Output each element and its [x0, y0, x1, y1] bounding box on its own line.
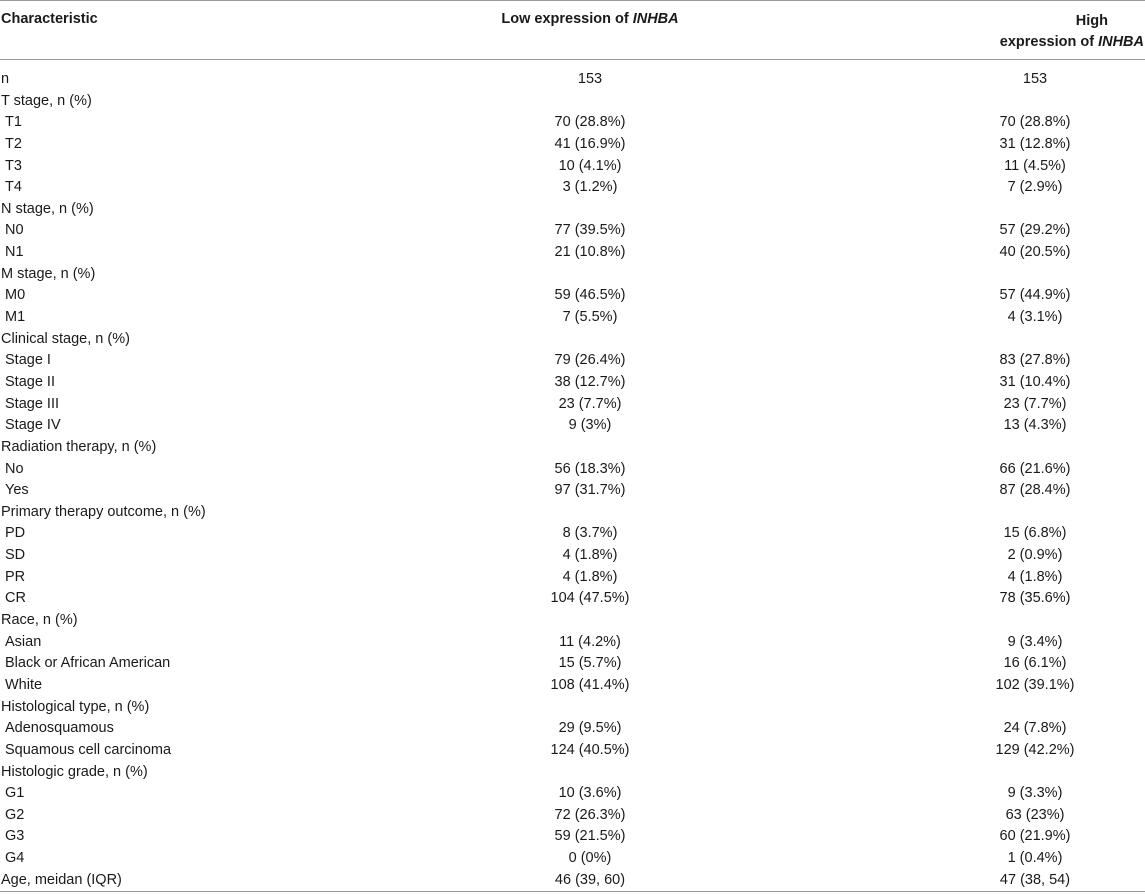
- row-label: T4: [5, 179, 22, 196]
- row-label: Stage I: [5, 352, 51, 369]
- row-label: G4: [5, 850, 25, 867]
- table-row: [0, 545, 1145, 567]
- row-label: N stage, n (%): [1, 200, 94, 217]
- table-row: [0, 372, 1145, 394]
- row-label: SD: [5, 547, 26, 564]
- row-high-value: 1 (0.4%): [1007, 850, 1063, 867]
- row-low-value: 77 (39.5%): [554, 222, 626, 239]
- table-row: [0, 394, 1145, 416]
- table-body: [0, 60, 1145, 891]
- header-high-line1: High: [1075, 13, 1108, 29]
- row-low-value: 23 (7.7%): [558, 395, 622, 412]
- row-label: Yes: [5, 482, 29, 499]
- row-label: Stage II: [5, 373, 55, 390]
- row-high-value: 87 (28.4%): [999, 482, 1071, 499]
- row-high-value: 102 (39.1%): [995, 676, 1075, 693]
- table-row: [0, 740, 1145, 762]
- row-label: M0: [5, 287, 26, 304]
- table-row: [0, 567, 1145, 589]
- table-row: [0, 783, 1145, 805]
- row-high-value: 24 (7.8%): [1003, 720, 1067, 737]
- row-low-value: 79 (26.4%): [554, 352, 626, 369]
- row-high-value: 66 (21.6%): [999, 460, 1071, 477]
- row-low-value: 0 (0%): [568, 850, 612, 867]
- row-label: CR: [5, 590, 26, 607]
- row-label: n: [1, 71, 10, 87]
- row-label: Stage III: [5, 395, 60, 412]
- row-label: G3: [5, 828, 25, 845]
- row-high-value: 83 (27.8%): [999, 352, 1071, 369]
- row-high-value: 7 (2.9%): [1007, 179, 1063, 196]
- table-row: [0, 459, 1145, 481]
- row-low-value: 7 (5.5%): [562, 309, 618, 326]
- row-label: Histologic grade, n (%): [1, 763, 148, 780]
- row-high-value: 11 (4.5%): [1004, 157, 1066, 174]
- table-row: [0, 523, 1145, 545]
- header-high-gene: INHBA: [1098, 34, 1144, 50]
- row-high-value: 70 (28.8%): [999, 114, 1071, 131]
- row-low-value: 29 (9.5%): [558, 720, 622, 737]
- table-row: [0, 350, 1145, 372]
- bottom-rule: [0, 891, 1145, 892]
- table-row: [0, 653, 1145, 675]
- row-low-value: 153: [577, 71, 603, 87]
- row-high-value: 31 (10.4%): [999, 373, 1071, 390]
- table-row: [0, 826, 1145, 848]
- row-label: No: [5, 460, 24, 477]
- header-low-prefix: Low expression of: [501, 11, 633, 27]
- row-low-value: 11 (4.2%): [559, 633, 621, 650]
- row-label: Age, meidan (IQR): [1, 871, 122, 888]
- table-row: [0, 762, 1145, 784]
- table-row: [0, 632, 1145, 654]
- row-high-value: 40 (20.5%): [999, 244, 1071, 261]
- row-high-value: 16 (6.1%): [1003, 655, 1067, 672]
- row-low-value: 21 (10.8%): [554, 244, 626, 261]
- row-low-value: 108 (41.4%): [550, 676, 630, 693]
- row-low-value: 9 (3%): [568, 417, 612, 434]
- table-row: [0, 870, 1145, 892]
- table-row: [0, 134, 1145, 156]
- row-label: G2: [5, 806, 25, 823]
- row-label: T3: [5, 157, 22, 174]
- row-low-value: 104 (47.5%): [550, 590, 630, 607]
- row-label: Histological type, n (%): [1, 698, 150, 715]
- row-low-value: 10 (3.6%): [558, 785, 622, 802]
- row-label: Stage IV: [5, 417, 61, 434]
- row-label: Radiation therapy, n (%): [1, 438, 157, 455]
- row-label: G1: [5, 785, 25, 802]
- table-row: [0, 156, 1145, 178]
- row-label: PD: [5, 525, 26, 542]
- row-low-value: 3 (1.2%): [562, 179, 618, 196]
- table-row: [0, 848, 1145, 870]
- header-high-expression: [1000, 11, 1144, 53]
- header-high-prefix: expression of: [999, 34, 1099, 50]
- row-high-value: 9 (3.3%): [1007, 785, 1063, 802]
- row-label: T1: [5, 114, 22, 131]
- row-low-value: 124 (40.5%): [550, 741, 630, 758]
- table-row: [0, 588, 1145, 610]
- row-label: Race, n (%): [1, 612, 78, 629]
- row-low-value: 4 (1.8%): [562, 547, 618, 564]
- row-label: Squamous cell carcinoma: [5, 741, 172, 758]
- table-row: [0, 718, 1145, 740]
- header-low-expression: [455, 11, 725, 27]
- table-header: [0, 0, 1145, 60]
- row-high-value: 57 (44.9%): [999, 287, 1071, 304]
- row-low-value: 4 (1.8%): [562, 568, 618, 585]
- row-low-value: 38 (12.7%): [554, 373, 626, 390]
- row-high-value: 4 (1.8%): [1007, 568, 1063, 585]
- table-row: [0, 437, 1145, 459]
- row-high-value: 4 (3.1%): [1007, 309, 1063, 326]
- row-label: N0: [5, 222, 24, 239]
- row-label: T2: [5, 135, 22, 152]
- table-row: [0, 329, 1145, 351]
- row-high-value: 63 (23%): [1005, 806, 1065, 823]
- row-label: White: [5, 676, 43, 693]
- row-high-value: 153: [1022, 71, 1048, 87]
- row-high-value: 31 (12.8%): [999, 135, 1071, 152]
- row-high-value: 15 (6.8%): [1003, 525, 1067, 542]
- row-high-value: 9 (3.4%): [1007, 633, 1063, 650]
- row-low-value: 15 (5.7%): [558, 655, 622, 672]
- header-low-gene: INHBA: [632, 11, 679, 27]
- row-label: M stage, n (%): [1, 265, 96, 282]
- table-row: [0, 697, 1145, 719]
- row-low-value: 70 (28.8%): [554, 114, 626, 131]
- table-row: [0, 480, 1145, 502]
- header-high-line2: [1000, 32, 1144, 53]
- row-high-value: 2 (0.9%): [1007, 547, 1063, 564]
- table-row: [0, 307, 1145, 329]
- row-label: Adenosquamous: [5, 720, 114, 737]
- table-row: [0, 805, 1145, 827]
- row-label: PR: [5, 568, 26, 585]
- row-high-value: 129 (42.2%): [995, 741, 1075, 758]
- row-low-value: 46 (39, 60): [554, 871, 626, 888]
- row-label: Black or African American: [5, 655, 171, 672]
- table-row: [0, 675, 1145, 697]
- table-row: [0, 502, 1145, 524]
- table-row: [0, 69, 1145, 91]
- table-row: [0, 220, 1145, 242]
- header-characteristic: Characteristic: [1, 11, 98, 27]
- row-label: T stage, n (%): [1, 92, 92, 109]
- row-low-value: 59 (46.5%): [554, 287, 626, 304]
- row-high-value: 23 (7.7%): [1003, 395, 1067, 412]
- row-label: M1: [5, 309, 26, 326]
- row-low-value: 8 (3.7%): [562, 525, 618, 542]
- row-label: Asian: [5, 633, 42, 650]
- row-high-value: 13 (4.3%): [1003, 417, 1067, 434]
- row-label: Clinical stage, n (%): [1, 330, 130, 347]
- row-high-value: 57 (29.2%): [999, 222, 1071, 239]
- row-high-value: 60 (21.9%): [999, 828, 1071, 845]
- row-low-value: 10 (4.1%): [558, 157, 622, 174]
- table-row: [0, 112, 1145, 134]
- table-row: [0, 177, 1145, 199]
- row-low-value: 56 (18.3%): [554, 460, 626, 477]
- table-row: [0, 285, 1145, 307]
- table-row: [0, 610, 1145, 632]
- table-row: [0, 415, 1145, 437]
- row-label: Primary therapy outcome, n (%): [1, 503, 206, 520]
- row-low-value: 72 (26.3%): [554, 806, 626, 823]
- row-low-value: 41 (16.9%): [554, 135, 626, 152]
- row-high-value: 78 (35.6%): [999, 590, 1071, 607]
- table-row: [0, 264, 1145, 286]
- table-row: [0, 242, 1145, 264]
- row-low-value: 97 (31.7%): [554, 482, 626, 499]
- row-high-value: 47 (38, 54): [999, 871, 1071, 888]
- table-row: [0, 91, 1145, 113]
- table-row: [0, 199, 1145, 221]
- row-label: N1: [5, 244, 24, 261]
- row-low-value: 59 (21.5%): [554, 828, 626, 845]
